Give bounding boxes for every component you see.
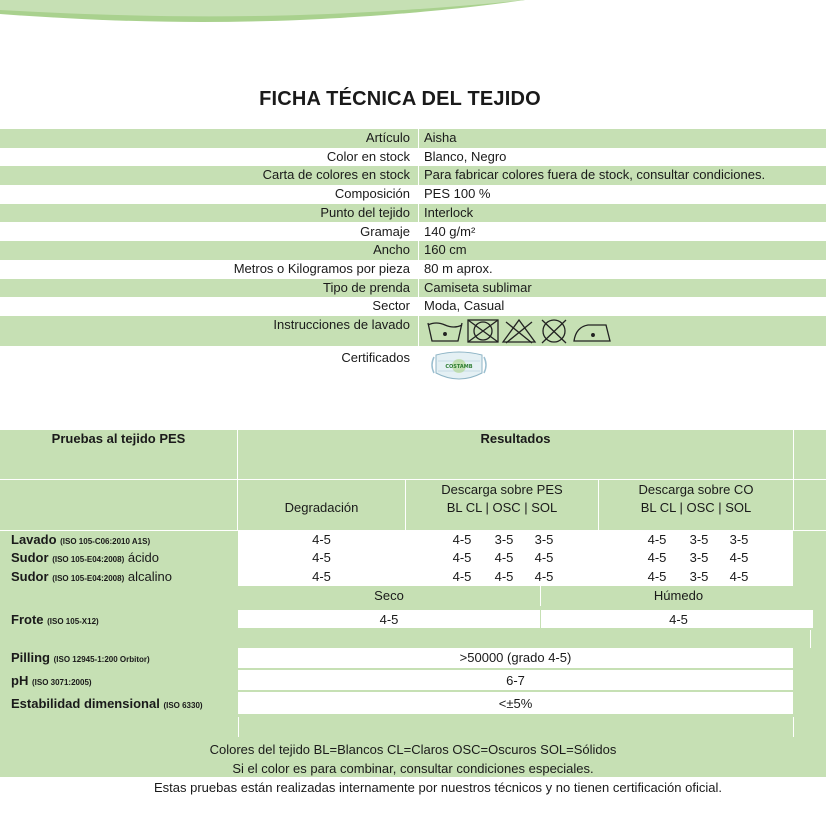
results-header-right: Resultados <box>480 431 551 446</box>
footer-line1: Colores del tejido BL=Blancos CL=Claros OSC=Oscuros SOL=Sólidos <box>209 742 617 757</box>
degradation-value: 4-5 <box>312 550 331 565</box>
co-value: 3-5 <box>689 532 709 547</box>
pes-value: 4-5 <box>494 550 514 565</box>
pes-value: 4-5 <box>534 569 554 584</box>
spec-row <box>0 279 826 298</box>
spec-row <box>0 241 826 260</box>
col-pes: Descarga sobre PES <box>441 482 563 497</box>
spec-value: Moda, Casual <box>424 298 505 314</box>
pes-value: 4-5 <box>452 550 472 565</box>
spec-label: Color en stock <box>326 148 410 164</box>
certificates-label: Certificados <box>341 350 410 365</box>
mask-certificate-icon <box>426 347 492 387</box>
degradation-value: 4-5 <box>312 569 331 584</box>
co-value: 4-5 <box>647 550 667 565</box>
pilling-label: Pilling (ISO 12945-1:200 Orbitor) <box>11 650 150 665</box>
spec-row <box>0 223 826 242</box>
certificates-row <box>0 347 826 387</box>
spec-label: Punto del tejido <box>320 204 410 220</box>
pes-value: 4-5 <box>534 550 554 565</box>
spec-row <box>0 297 826 316</box>
pes-value: 4-5 <box>452 532 472 547</box>
co-value: 4-5 <box>729 550 749 565</box>
test-row-label: Sudor (ISO 105-E04:2008) ácido <box>11 550 159 565</box>
ph-label: pH (ISO 3071:2005) <box>11 673 92 688</box>
col-humedo: Húmedo <box>653 588 704 603</box>
wash-30-icon <box>428 323 462 341</box>
test-row-label: Sudor (ISO 105-E04:2008) alcalino <box>11 569 172 584</box>
estabilidad-value: <±5% <box>498 696 533 711</box>
spec-label: Composición <box>334 186 410 202</box>
no-dry-clean-icon <box>542 320 566 343</box>
iron-low-icon <box>574 325 610 341</box>
co-value: 3-5 <box>689 569 709 584</box>
frote-label: Frote (ISO 105-X12) <box>11 612 99 627</box>
co-value: 4-5 <box>729 569 749 584</box>
frote-humedo-value: 4-5 <box>669 612 688 627</box>
spec-row <box>0 204 826 223</box>
page-title: FICHA TÉCNICA DEL TEJIDO <box>259 88 541 110</box>
spec-value: Interlock <box>424 204 474 220</box>
test-row-label: Lavado (ISO 105-C06:2010 A1S) <box>11 532 151 547</box>
washing-icons <box>426 317 616 345</box>
spec-label: Artículo <box>365 130 410 145</box>
certificate-badge-text: COSTAMB <box>445 364 473 370</box>
spec-value: 140 g/m² <box>424 223 476 239</box>
spec-label: Sector <box>372 298 410 314</box>
results-header-left: Pruebas al tejido PES <box>51 431 186 446</box>
estabilidad-label: Estabilidad dimensional (ISO 6330) <box>11 696 203 711</box>
footer-line3: Estas pruebas están realizadas internamente por nuestros técnicos y no tienen certificación oficial. <box>154 780 722 795</box>
no-bleach-icon <box>503 320 535 343</box>
spec-value: 160 cm <box>424 242 467 258</box>
spec-row <box>0 148 826 167</box>
no-tumble-dry-icon <box>468 320 498 342</box>
spec-value: Camiseta sublimar <box>424 279 532 295</box>
spec-label: Gramaje <box>360 223 410 239</box>
pes-value: 4-5 <box>452 569 472 584</box>
spec-label: Carta de colores en stock <box>262 167 410 183</box>
col-co: Descarga sobre CO <box>638 482 754 497</box>
col-co-sub: BL CL | OSC | SOL <box>640 500 752 515</box>
spec-label: Tipo de prenda <box>323 279 410 295</box>
footer-line2: Si el color es para combinar, consultar condiciones especiales. <box>232 761 594 776</box>
co-value: 3-5 <box>729 532 749 547</box>
washing-row <box>0 316 826 346</box>
frote-seco-value: 4-5 <box>379 612 399 627</box>
spec-row <box>0 185 826 204</box>
spec-row <box>0 166 826 185</box>
degradation-value: 4-5 <box>312 532 331 547</box>
col-seco: Seco <box>374 588 404 603</box>
pes-value: 3-5 <box>494 532 514 547</box>
col-degradation: Degradación <box>284 500 359 515</box>
spec-row <box>0 129 826 148</box>
pes-value: 4-5 <box>494 569 514 584</box>
spec-label: Ancho <box>373 242 410 258</box>
co-value: 4-5 <box>647 532 667 547</box>
spec-label: Metros o Kilogramos por pieza <box>233 260 410 276</box>
spec-value: 80 m aprox. <box>424 260 493 276</box>
header-wave <box>0 0 826 30</box>
pilling-value: >50000 (grado 4-5) <box>459 650 572 665</box>
co-value: 4-5 <box>647 569 667 584</box>
col-pes-sub: BL CL | OSC | SOL <box>446 500 558 515</box>
spec-row <box>0 260 826 279</box>
co-value: 3-5 <box>689 550 709 565</box>
spec-value: Blanco, Negro <box>424 148 507 164</box>
spec-value: Para fabricar colores fuera de stock, consultar condiciones. <box>424 167 766 183</box>
spec-value: Aisha <box>424 130 457 145</box>
ph-value: 6-7 <box>506 673 525 688</box>
washing-label: Instrucciones de lavado <box>273 317 410 332</box>
spec-value: PES 100 % <box>424 186 491 202</box>
pes-value: 3-5 <box>534 532 554 547</box>
